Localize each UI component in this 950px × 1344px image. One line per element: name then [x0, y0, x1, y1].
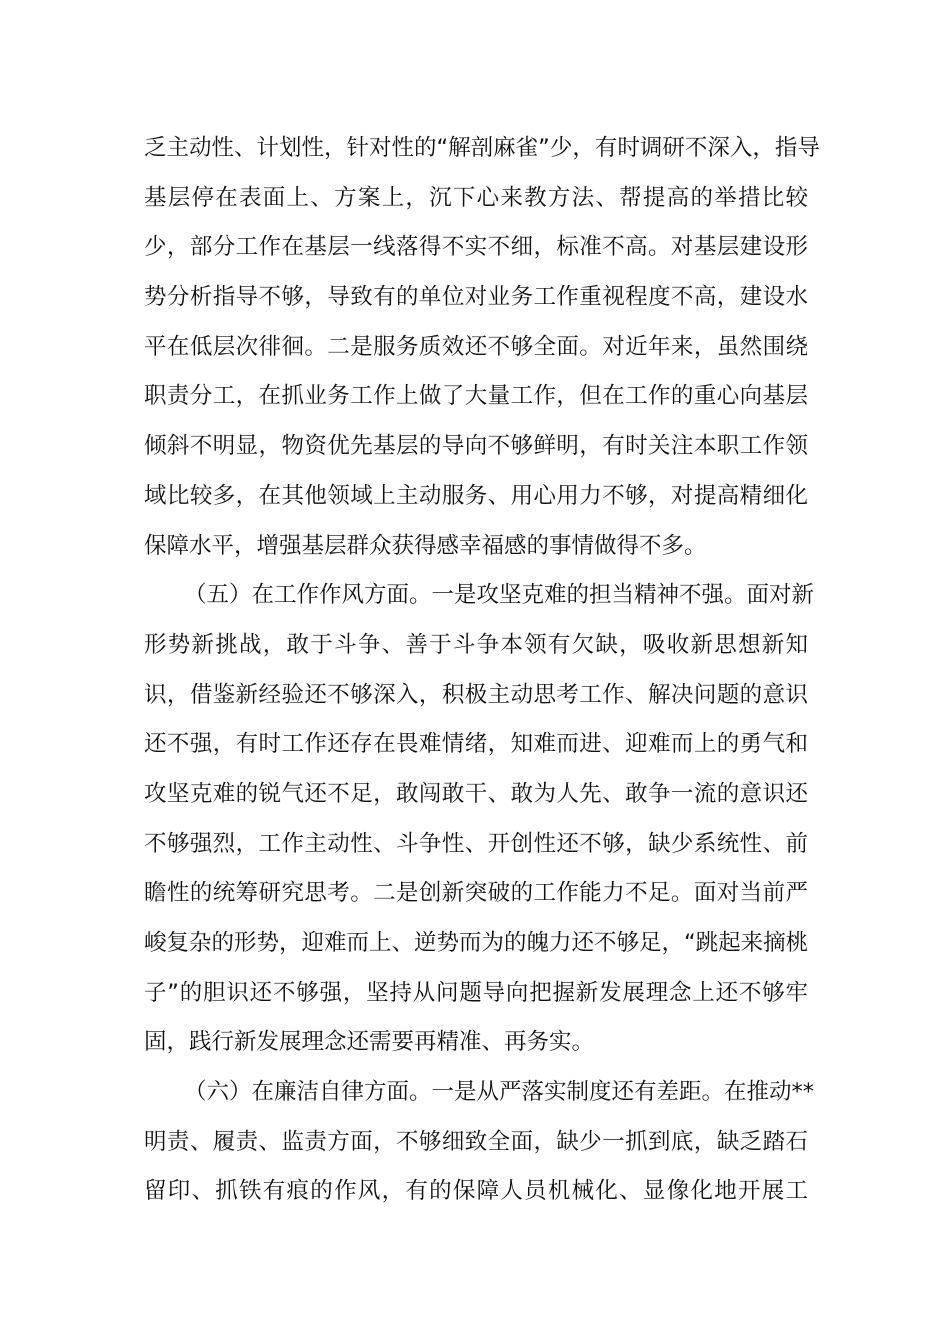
text-line: 职责分工，在抓业务工作上做了大量工作，但在工作的重心向基层 [144, 383, 808, 410]
text-line: 倾斜不明显，物资优先基层的导向不够鲜明，有时关注本职工作领 [144, 433, 808, 460]
text-line: 攻坚克难的锐气还不足，敢闯敢干、敢为人先、敢争一流的意识还 [144, 780, 808, 807]
text-line: 势分析指导不够，导致有的单位对业务工作重视程度不高，建设水 [144, 284, 808, 311]
text-line: 瞻性的统筹研究思考。二是创新突破的工作能力不足。面对当前严 [144, 880, 808, 907]
text-line: 域比较多，在其他领域上主动服务、用心用力不够，对提高精细化 [144, 482, 808, 509]
text-line: 乏主动性、计划性，针对性的“解剖麻雀”少，有时调研不深入，指导 [144, 135, 820, 161]
body-text [144, 124, 820, 1217]
text-line: 不够强烈，工作主动性、斗争性、开创性还不够，缺少系统性、前 [144, 830, 808, 857]
text-line: 明责、履责、监责方面，不够细致全面，缺少一抓到底，缺乏踏石 [144, 1128, 808, 1155]
text-line: 基层停在表面上、方案上，沉下心来教方法、帮提高的举措比较 [144, 184, 808, 211]
section-heading-line: （五）在工作作风方面。一是攻坚克难的担当精神不强。面对新 [184, 582, 815, 609]
text-line: 留印、抓铁有痕的作风，有的保障人员机械化、显像化地开展工 [144, 1178, 808, 1205]
text-line: 还不强，有时工作还存在畏难情绪，知难而进、迎难而上的勇气和 [144, 731, 808, 758]
text-line: 识，借鉴新经验还不够深入，积极主动思考工作、解决问题的意识 [144, 681, 808, 708]
text-line: 平在低层次徘徊。二是服务质效还不够全面。对近年来，虽然围绕 [144, 333, 808, 360]
text-line: 子”的胆识还不够强，坚持从问题导向把握新发展理念上还不够牢 [144, 979, 808, 1006]
text-line: 峻复杂的形势，迎难而上、逆势而为的魄力还不够足，“跳起来摘桃 [144, 930, 809, 956]
text-line: 少，部分工作在基层一线落得不实不细，标准不高。对基层建设形 [144, 234, 808, 261]
text-line: 形势新挑战，敢于斗争、善于斗争本领有欠缺，吸收新思想新知 [144, 631, 808, 658]
paragraph-end-line: 保障水平，增强基层群众获得感幸福感的事情做得不多。 [144, 532, 707, 559]
paragraph-end-line: 固，践行新发展理念还需要再精准、再务实。 [144, 1029, 595, 1056]
section-heading-line: （六）在廉洁自律方面。一是从严落实制度还有差距。在推动** [184, 1079, 815, 1106]
